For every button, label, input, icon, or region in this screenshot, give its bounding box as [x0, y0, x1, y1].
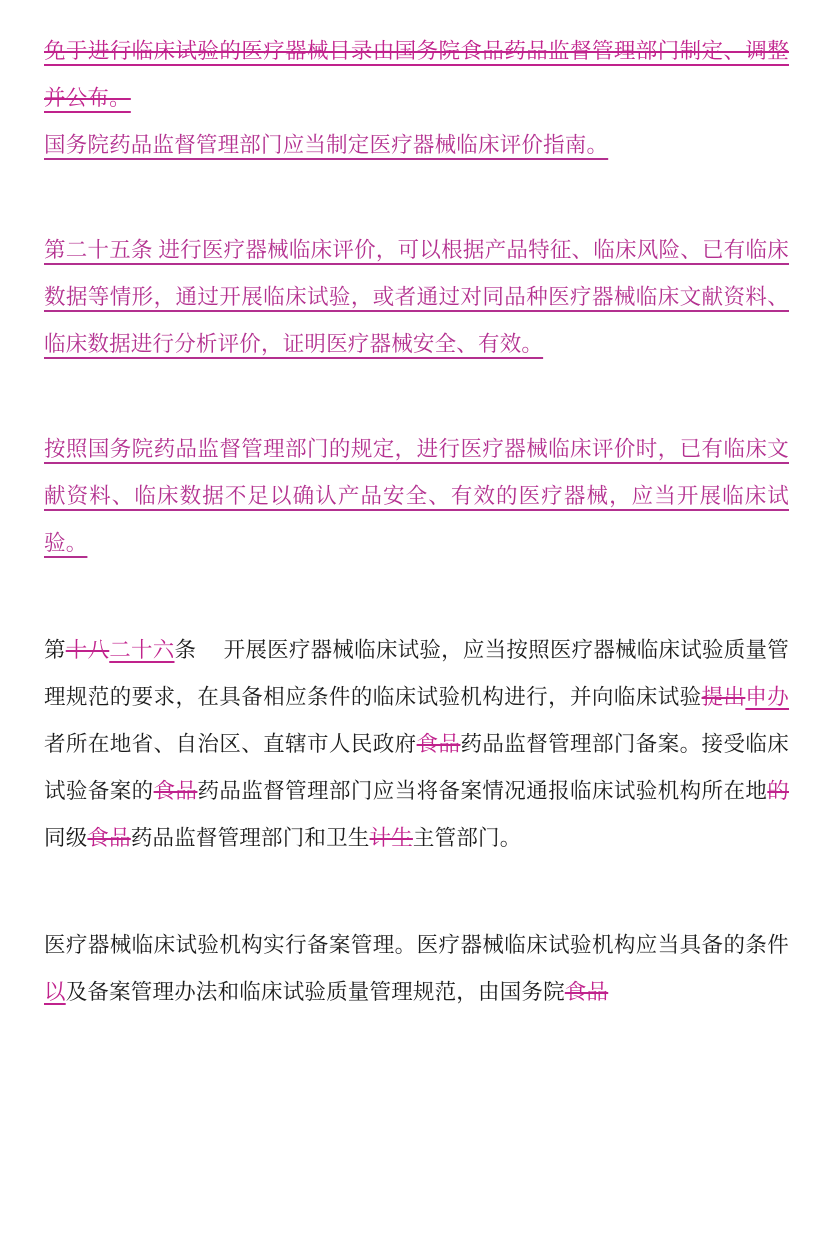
paragraph-inserted-guideline: 国务院药品监督管理部门应当制定医疗器械临床评价指南。 [44, 133, 609, 157]
paragraph-article-25: 第二十五条 进行医疗器械临床评价，可以根据产品特征、临床风险、已有临床数据等情形，通过开展临床试验，或者通过对同品种医疗器械临床文献资料、临床数据进行分析评价，证明医疗器械安全、有效。 [44, 238, 789, 356]
run-text: 第 [44, 638, 66, 662]
run-text: 及备案管理办法和临床试验质量管理规范，由国务院 [65, 980, 565, 1004]
run-text: 者所在地省、自治区、直辖市人民政府 [44, 732, 417, 756]
run-text: 药品监督管理部门和卫生 [130, 826, 370, 850]
paragraph-gap [44, 862, 789, 922]
paragraph-gap [44, 368, 789, 426]
deleted-run: 食品 [416, 732, 461, 756]
run-text: 条 开展医疗器械临床试验，应当按照医疗器械临床试验质量管理规范的要求，在具备相应条件的临床试验机构进行，并向临床试验 [44, 638, 789, 709]
deleted-run: 的 [767, 779, 789, 803]
run-text: 药品监督管理部门备案。接受临床试验备案的 [44, 732, 789, 803]
run-text: 医疗器械临床试验机构实行备案管理。医疗器械临床试验机构应当具备的条件 [44, 933, 789, 957]
paragraph-article-26 [44, 627, 789, 862]
deleted-run: 食品 [564, 980, 609, 1004]
deleted-run: 食品 [87, 826, 131, 850]
paragraph-gap [44, 567, 789, 627]
inserted-run: 二十六 [109, 638, 175, 662]
paragraph-article-25-second: 按照国务院药品监督管理部门的规定，进行医疗器械临床评价时，已有临床文献资料、临床数据不足以确认产品安全、有效的医疗器械，应当开展临床试验。 [44, 437, 789, 555]
deleted-run: 提出 [701, 685, 746, 709]
run-text: 药品监督管理部门应当将备案情况通报临床试验机构所在地 [197, 779, 768, 803]
paragraph-deleted-catalog: 免于进行临床试验的医疗器械目录由国务院食品药品监督管理部门制定、调整并公布。 [44, 39, 789, 110]
deleted-run: 计生 [369, 826, 413, 850]
run-text: 同级 [44, 826, 88, 850]
inserted-run: 以 [44, 980, 66, 1004]
deleted-run: 食品 [153, 779, 198, 803]
deleted-run: 十八 [65, 638, 110, 662]
inserted-run: 申办 [745, 685, 789, 709]
paragraph-gap [44, 169, 789, 227]
run-text: 主管部门。 [412, 826, 522, 850]
paragraph-article-26-second [44, 922, 789, 1016]
